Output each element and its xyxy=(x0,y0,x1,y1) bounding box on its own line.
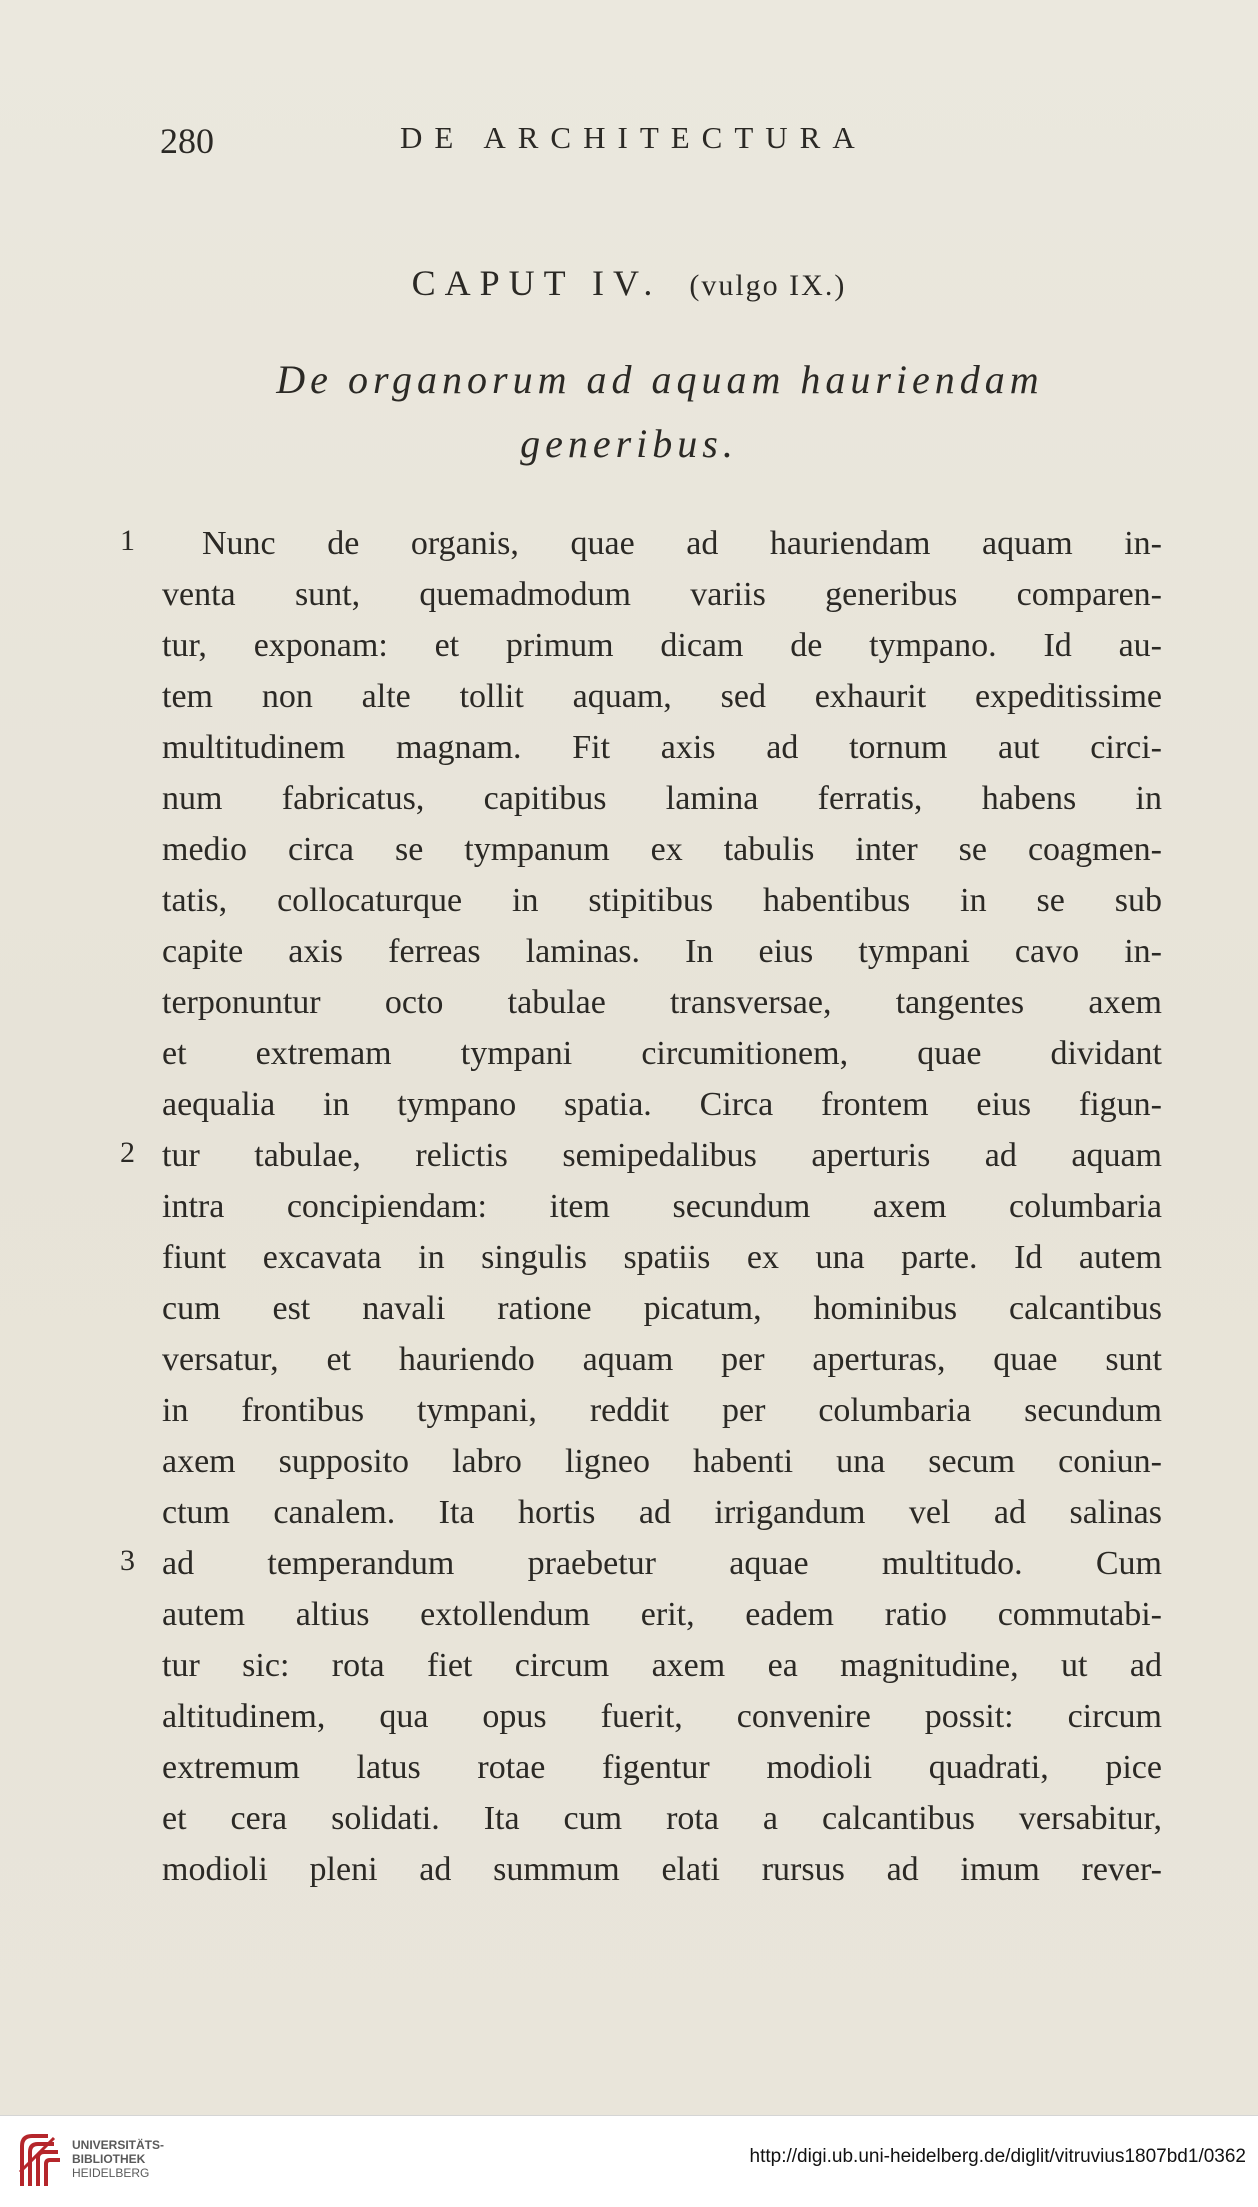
text-line: tem non alte tollit aquam, sed exhaurit expeditissime xyxy=(162,678,1162,715)
text-line: modioli pleni ad summum elati rursus ad imum rever- xyxy=(162,1851,1162,1888)
page-number: 280 xyxy=(160,121,214,161)
text-line: intra concipiendam: item secundum axem columbaria xyxy=(162,1188,1162,1225)
text-line: medio circa se tympanum ex tabulis inter se coagmen- xyxy=(162,831,1162,868)
chapter-title: CAPUT IV. xyxy=(411,263,662,303)
running-title: DE ARCHITECTURA xyxy=(400,120,867,155)
text-line: et extremam tympani circumitionem, quae dividant xyxy=(162,1035,1162,1072)
margin-number-1: 1 xyxy=(120,524,135,557)
text-line: cum est navali ratione picatum, hominibus calcantibus xyxy=(162,1290,1162,1327)
text-line: Nunc de organis, quae ad hauriendam aquam in- xyxy=(202,525,1162,562)
text-line: aequalia in tympano spatia. Circa frontem eius figun- xyxy=(162,1086,1162,1123)
logo-line-1: UNIVERSITÄTS- xyxy=(72,2138,165,2152)
text-line: tur, exponam: et primum dicam de tympano. Id au- xyxy=(162,627,1162,664)
margin-number-2: 2 xyxy=(120,1136,135,1169)
chapter-heading xyxy=(0,262,1258,304)
text-line: tur sic: rota fiet circum axem ea magnitudine, ut ad xyxy=(162,1647,1162,1684)
text-line: axem supposito labro ligneo habenti una secum coniun- xyxy=(162,1443,1162,1480)
running-head xyxy=(160,120,1060,166)
text-line: fiunt excavata in singulis spatiis ex una parte. Id autem xyxy=(162,1239,1162,1276)
logo-line-2: BIBLIOTHEK xyxy=(72,2152,146,2166)
chapter-vulgo: (vulgo IX.) xyxy=(689,269,847,302)
text-line: num fabricatus, capitibus lamina ferratis, habens in xyxy=(162,780,1162,817)
text-line: terponuntur octo tabulae transversae, tangentes axem xyxy=(162,984,1162,1021)
chapter-subtitle-line-2: generibus. xyxy=(520,421,738,466)
text-line: ad temperandum praebetur aquae multitudo. Cum xyxy=(162,1545,1162,1582)
university-library-logo-icon xyxy=(14,2128,66,2194)
text-line: extremum latus rotae figentur modioli quadrati, pice xyxy=(162,1749,1162,1786)
text-line: tatis, collocaturque in stipitibus habentibus in se sub xyxy=(162,882,1162,919)
text-line: et cera solidati. Ita cum rota a calcantibus versabitur, xyxy=(162,1800,1162,1837)
footer-bar xyxy=(0,2115,1258,2207)
text-line: in frontibus tympani, reddit per columbaria secundum xyxy=(162,1392,1162,1429)
text-line: multitudinem magnam. Fit axis ad tornum aut circi- xyxy=(162,729,1162,766)
text-line: capite axis ferreas laminas. In eius tympani cavo in- xyxy=(162,933,1162,970)
text-line: altitudinem, qua opus fuerit, convenire possit: circum xyxy=(162,1698,1162,1735)
text-line: autem altius extollendum erit, eadem ratio commutabi- xyxy=(162,1596,1162,1633)
source-url-link[interactable]: http://digi.ub.uni-heidelberg.de/diglit/vitruvius1807bd1/0362 xyxy=(749,2146,1246,2167)
text-line: ctum canalem. Ita hortis ad irrigandum vel ad salinas xyxy=(162,1494,1162,1531)
chapter-subtitle-line-1: De organorum ad aquam hauriendam xyxy=(276,357,1044,402)
text-line: versatur, et hauriendo aquam per aperturas, quae sunt xyxy=(162,1341,1162,1378)
text-line: tur tabulae, relictis semipedalibus aperturis ad aquam xyxy=(162,1137,1162,1174)
margin-number-3: 3 xyxy=(120,1544,135,1577)
body-text xyxy=(162,518,1162,1895)
logo-line-3: HEIDELBERG xyxy=(72,2166,150,2180)
text-line: venta sunt, quemadmodum variis generibus comparen- xyxy=(162,576,1162,613)
library-logo-text xyxy=(72,2138,164,2180)
